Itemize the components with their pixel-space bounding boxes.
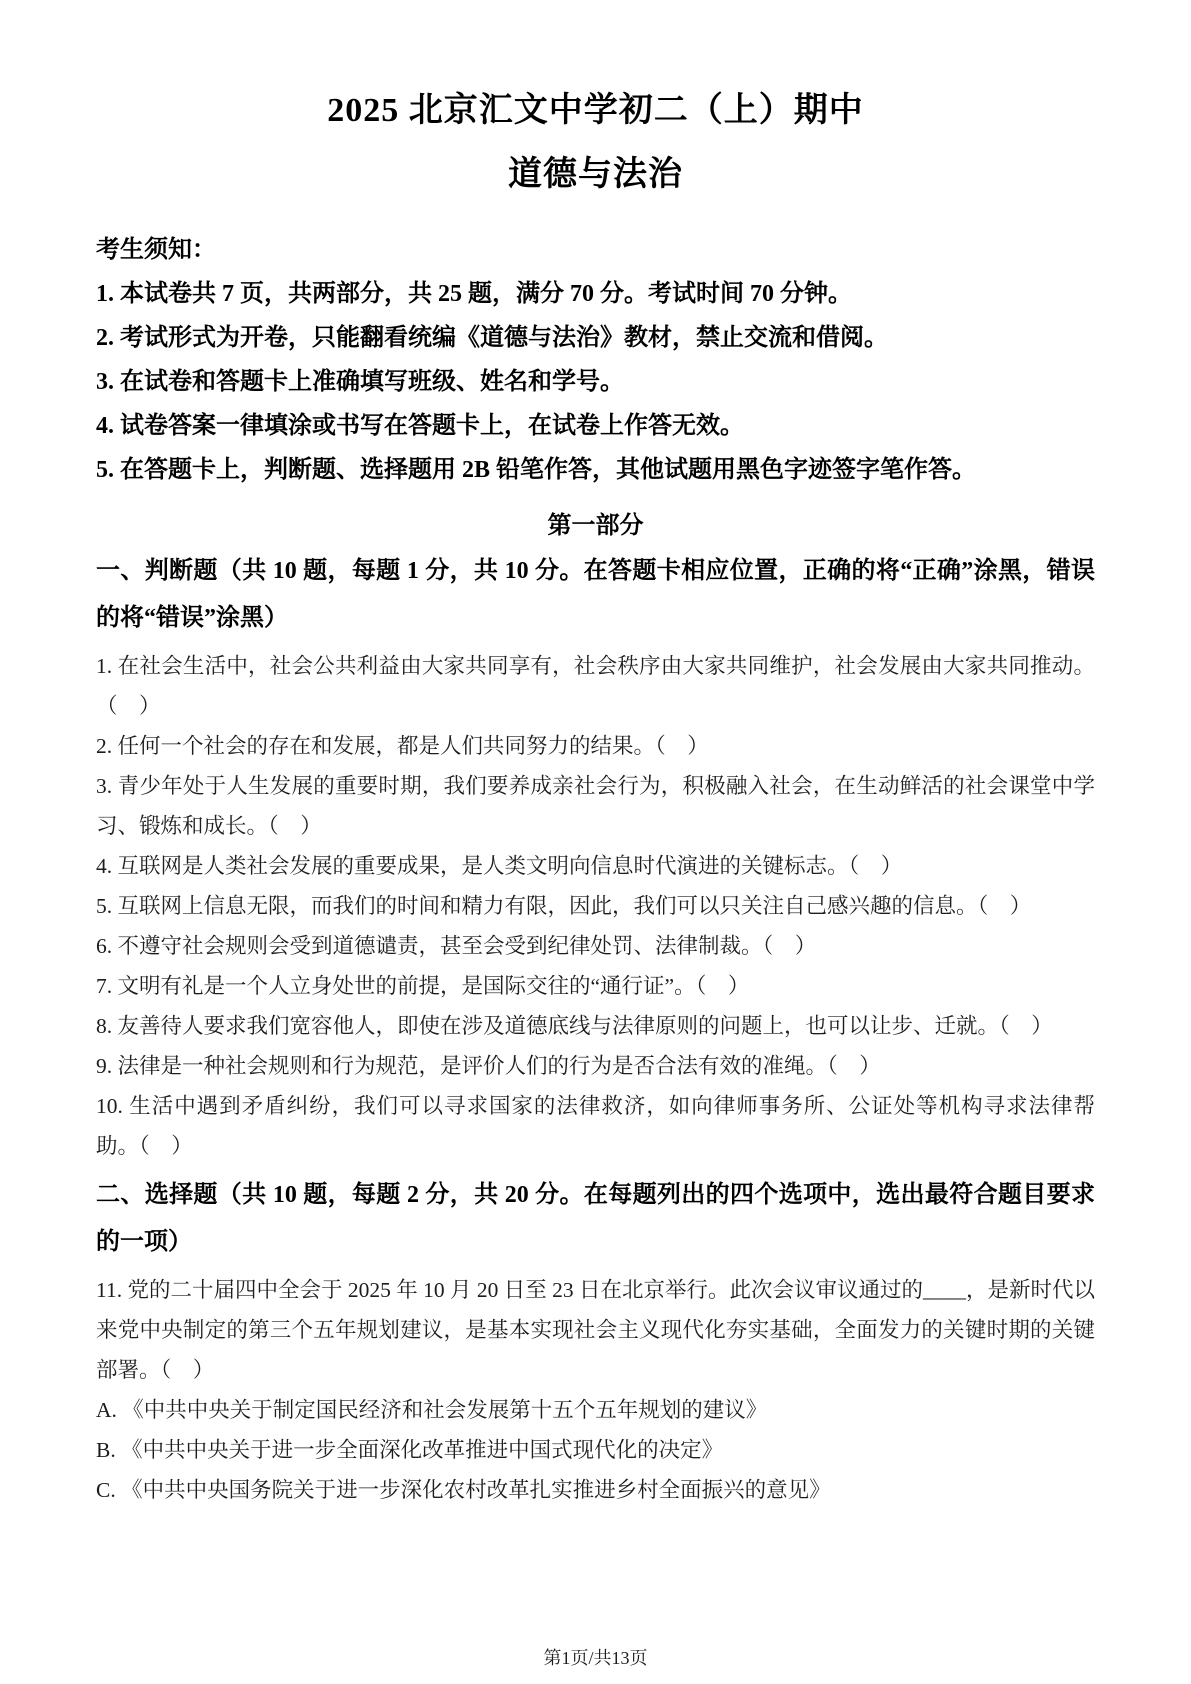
notice-item: 2. 考试形式为开卷，只能翻看统编《道德与法治》教材，禁止交流和借阅。 [96,325,888,351]
notice-item: 4. 试卷答案一律填涂或书写在答题卡上，在试卷上作答无效。 [96,413,744,439]
judgment-question: 8. 友善待人要求我们宽容他人，即使在涉及道德底线与法律原则的问题上，也可以让步、迁就。（ ） [96,1014,1053,1038]
notice-item: 5. 在答题卡上，判断题、选择题用 2B 铅笔作答，其他试题用黑色字迹签字笔作答。 [96,457,977,483]
choice-question-stem: 11. 党的二十届四中全会于 2025 年 10 月 20 日至 23 日在北京举行。此次会议审议通过的____，是新时代以来党中央制定的第三个五年规划建议，是基本实现社会主义现代化夯实基础，全面发力的关键时期的关键部署。（ ） [96,1278,1095,1382]
notice-heading: 考生须知： [96,237,216,263]
judgment-question: 1. 在社会生活中，社会公共利益由大家共同享有，社会秩序由大家共同维护，社会发展由大家共同推动。（ ） [96,654,1095,718]
exam-title: 2025 北京汇文中学初二（上）期中 [327,92,864,129]
judgment-question: 7. 文明有礼是一个人立身处世的前提，是国际交往的“通行证”。（ ） [96,974,750,998]
candidate-notice [96,228,1095,492]
choice-option-c: C. 《中共中央国务院关于进一步深化农村改革扎实推进乡村全面振兴的意见》 [96,1478,831,1502]
judgment-question: 4. 互联网是人类社会发展的重要成果，是人类文明向信息时代演进的关键标志。（ ） [96,854,903,878]
judgment-question: 3. 青少年处于人生发展的重要时期，我们要养成亲社会行为，积极融入社会，在生动鲜活的社会课堂中学习、锻炼和成长。（ ） [96,774,1095,838]
judgment-question: 5. 互联网上信息无限，而我们的时间和精力有限，因此，我们可以只关注自己感兴趣的信息。（ ） [96,894,1032,918]
judgment-question: 10. 生活中遇到矛盾纠纷，我们可以寻求国家的法律救济，如向律师事务所、公证处等机构寻求法律帮助。（ ） [96,1094,1095,1158]
judgment-section [96,548,1095,1166]
choice-question-list [96,1270,1095,1510]
notice-item: 3. 在试卷和答题卡上准确填写班级、姓名和学号。 [96,369,624,395]
notice-item: 1. 本试卷共 7 页，共两部分，共 25 题，满分 70 分。考试时间 70 分钟。 [96,281,852,307]
judgment-question: 2. 任何一个社会的存在和发展，都是人们共同努力的结果。（ ） [96,734,709,758]
choice-option-a: A. 《中共中央关于制定国民经济和社会发展第十五个五年规划的建议》 [96,1398,768,1422]
choice-option-b: B. 《中共中央关于进一步全面深化改革推进中国式现代化的决定》 [96,1438,724,1462]
page-footer: 第1页/共13页 [543,1648,648,1668]
judgment-question-list [96,646,1095,1166]
exam-subject: 道德与法治 [508,156,683,193]
part-one-heading: 第一部分 [547,513,644,539]
judgment-section-heading: 一、判断题（共 10 题，每题 1 分，共 10 分。在答题卡相应位置，正确的将“正确”涂黑，错误的将“错误”涂黑） [96,558,1095,631]
judgment-question: 9. 法律是一种社会规则和行为规范，是评价人们的行为是否合法有效的准绳。（ ） [96,1054,881,1078]
choice-section [96,1172,1095,1510]
choice-section-heading: 二、选择题（共 10 题，每题 2 分，共 20 分。在每题列出的四个选项中，选出最符合题目要求的一项） [96,1182,1095,1255]
judgment-question: 6. 不遵守社会规则会受到道德谴责，甚至会受到纪律处罚、法律制裁。（ ） [96,934,817,958]
